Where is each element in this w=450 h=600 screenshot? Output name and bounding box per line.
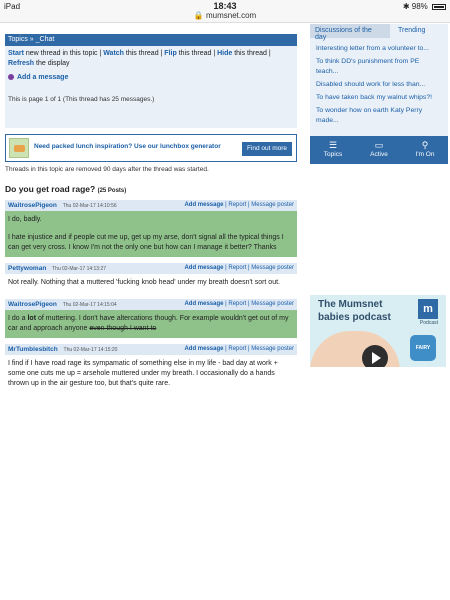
report-link[interactable]: Report [228, 265, 247, 271]
fairy-logo: FAIRY [410, 335, 436, 361]
ad-title-line: babies podcast [318, 312, 391, 323]
post-links: Add message | Report | Message poster [184, 202, 294, 208]
nav-topics[interactable] [310, 139, 356, 158]
post-author[interactable]: WaitrosePigeon [8, 301, 57, 308]
lunchbox-image [9, 138, 29, 158]
refresh-text: the display [34, 60, 70, 67]
hide-thread-link[interactable]: Hide [217, 50, 233, 57]
message-poster-link[interactable]: Message poster [251, 265, 294, 271]
list-icon: ☰ [328, 140, 338, 150]
nav-active[interactable] [356, 139, 402, 158]
nav-label: Topics [323, 151, 343, 158]
battery-icon [432, 4, 446, 10]
message-poster-link[interactable]: Message poster [251, 202, 294, 208]
post-body [5, 274, 297, 292]
bluetooth-icon: ✱ [402, 2, 410, 11]
start-thread-link[interactable]: Start [8, 50, 24, 57]
nav-label: I'm On [415, 151, 435, 158]
nav-label: Active [370, 151, 388, 158]
discussion-item[interactable]: To think DD's punishment from PE teach... [316, 58, 420, 75]
add-message-button[interactable]: Add message [184, 202, 224, 208]
post-date: Thu 02-Mar-17 14:13:27 [52, 266, 107, 272]
discussion-item[interactable]: To wonder how on earth Katy Perry made... [316, 107, 423, 124]
add-message-label: Add a message [17, 74, 69, 81]
post-header [5, 263, 297, 274]
watch-text: this thread | [123, 50, 165, 57]
bottom-nav [310, 136, 448, 164]
flip-thread-link[interactable]: Flip [164, 50, 177, 57]
post-author[interactable]: MrTumblesbitch [8, 346, 58, 353]
post-author[interactable]: Pettywoman [8, 265, 47, 272]
post-text [8, 314, 294, 334]
post [5, 344, 297, 393]
post-text: I do, badly. [8, 216, 42, 223]
post-text: I find if I have road rage its sympamatic of something else in my life - bad day at work + some one cuts me up = arsehole muttered under my breath. I occasionally do a hands thrown up in the air gesture too, but that's quite rare. [8, 360, 278, 387]
url-text: mumsnet.com [205, 11, 257, 20]
ad-title [318, 298, 391, 324]
post [5, 263, 297, 292]
post-body [5, 355, 297, 393]
podcast-label: Podcast [419, 320, 438, 326]
post-author[interactable]: WaitrosePigeon [8, 202, 57, 209]
post-date: Thu 02-Mar-17 14:15:04 [62, 302, 117, 308]
person-icon: ⚲ [421, 140, 429, 150]
post-date: Thu 02-Mar-17 14:10:56 [62, 203, 117, 209]
thread-title-text: Do you get road rage? [5, 184, 96, 194]
post-text: I hate injustice and if people cut me up, get up my arse, don't signal all the typical things I can get very cross. I know I'm not the only one but how can I manage it better? Thanks [8, 234, 284, 251]
post-date: Thu 02-Mar-17 14:15:20 [63, 347, 118, 353]
post [5, 299, 297, 338]
post-links: Add message | Report | Message poster [184, 346, 294, 352]
tab-discussions[interactable]: Discussions of the day [310, 24, 390, 38]
ad-title-line: The Mumsnet [318, 299, 383, 310]
carrier-label: iPad [4, 2, 21, 11]
post-links: Add message | Report | Message poster [184, 265, 294, 271]
discussion-item[interactable]: Interesting letter from a volunteer to... [316, 45, 429, 52]
start-text: new thread in this topic | [23, 50, 104, 57]
post-text-part: I do a [8, 315, 28, 322]
post-header [5, 200, 297, 211]
add-message-icon [8, 74, 14, 80]
post-header [5, 344, 297, 355]
post [5, 200, 297, 257]
lock-icon: 🔒 [193, 11, 204, 20]
discussion-list [310, 38, 448, 135]
add-message-button[interactable]: Add message [184, 301, 224, 307]
podcast-ad[interactable] [310, 295, 446, 367]
discussions-sidebar [310, 24, 448, 164]
discussion-item[interactable]: To have taken back my walnut whips?! [316, 94, 432, 101]
add-message-link[interactable] [8, 73, 294, 83]
clock: 18:43 [213, 1, 237, 11]
message-poster-link[interactable]: Message poster [251, 346, 294, 352]
post-header [5, 299, 297, 310]
battery-indicator [403, 2, 446, 11]
post-body [5, 310, 297, 338]
thread-actions [5, 46, 297, 128]
post-links: Add message | Report | Message poster [184, 301, 294, 307]
speech-bubble-icon: ▭ [374, 140, 384, 150]
post-count: (25 Posts) [97, 188, 127, 194]
hide-text: this thread | [232, 50, 271, 57]
breadcrumb[interactable]: Topics » _Chat [5, 34, 297, 46]
promo-text[interactable]: Need packed lunch inspiration? Use our lunchbox generator [34, 143, 221, 150]
post-body [5, 211, 297, 257]
post-text-strike: even though I want to [89, 325, 157, 332]
refresh-link[interactable]: Refresh [8, 60, 35, 67]
battery-percent: 98% [411, 2, 428, 11]
report-link[interactable]: Report [228, 301, 247, 307]
report-link[interactable]: Report [228, 346, 247, 352]
thread-title [5, 184, 126, 194]
sidebar-tabs [310, 24, 448, 41]
discussion-item[interactable]: Disabled should work for less than... [316, 81, 426, 88]
page-info: This is page 1 of 1 (This thread has 25 messages.) [8, 96, 155, 103]
post-text-bold: lot [27, 315, 37, 322]
url-bar[interactable] [0, 11, 450, 23]
removal-note: Threads in this topic are removed 90 days after the thread was started. [5, 166, 209, 173]
find-out-more-button[interactable]: Find out more [242, 142, 292, 156]
tab-trending[interactable]: Trending [398, 27, 426, 34]
post-text: Not really. Nothing that a muttered 'fucking knob head' under my breath doesn't sort out. [8, 279, 280, 286]
add-message-button[interactable]: Add message [184, 346, 224, 352]
mumsnet-logo-icon: m [418, 299, 438, 319]
lunchbox-promo [5, 134, 297, 162]
nav-im-on[interactable] [402, 139, 448, 158]
message-poster-link[interactable]: Message poster [251, 301, 294, 307]
post-text-part: of muttering. I don't have altercations though. For example wouldn't get out of my car and approach anyone [8, 315, 289, 332]
add-message-button[interactable]: Add message [184, 265, 224, 271]
flip-text: this thread | [176, 50, 218, 57]
play-icon[interactable] [362, 345, 388, 367]
watch-thread-link[interactable]: Watch [103, 50, 124, 57]
report-link[interactable]: Report [228, 202, 247, 208]
